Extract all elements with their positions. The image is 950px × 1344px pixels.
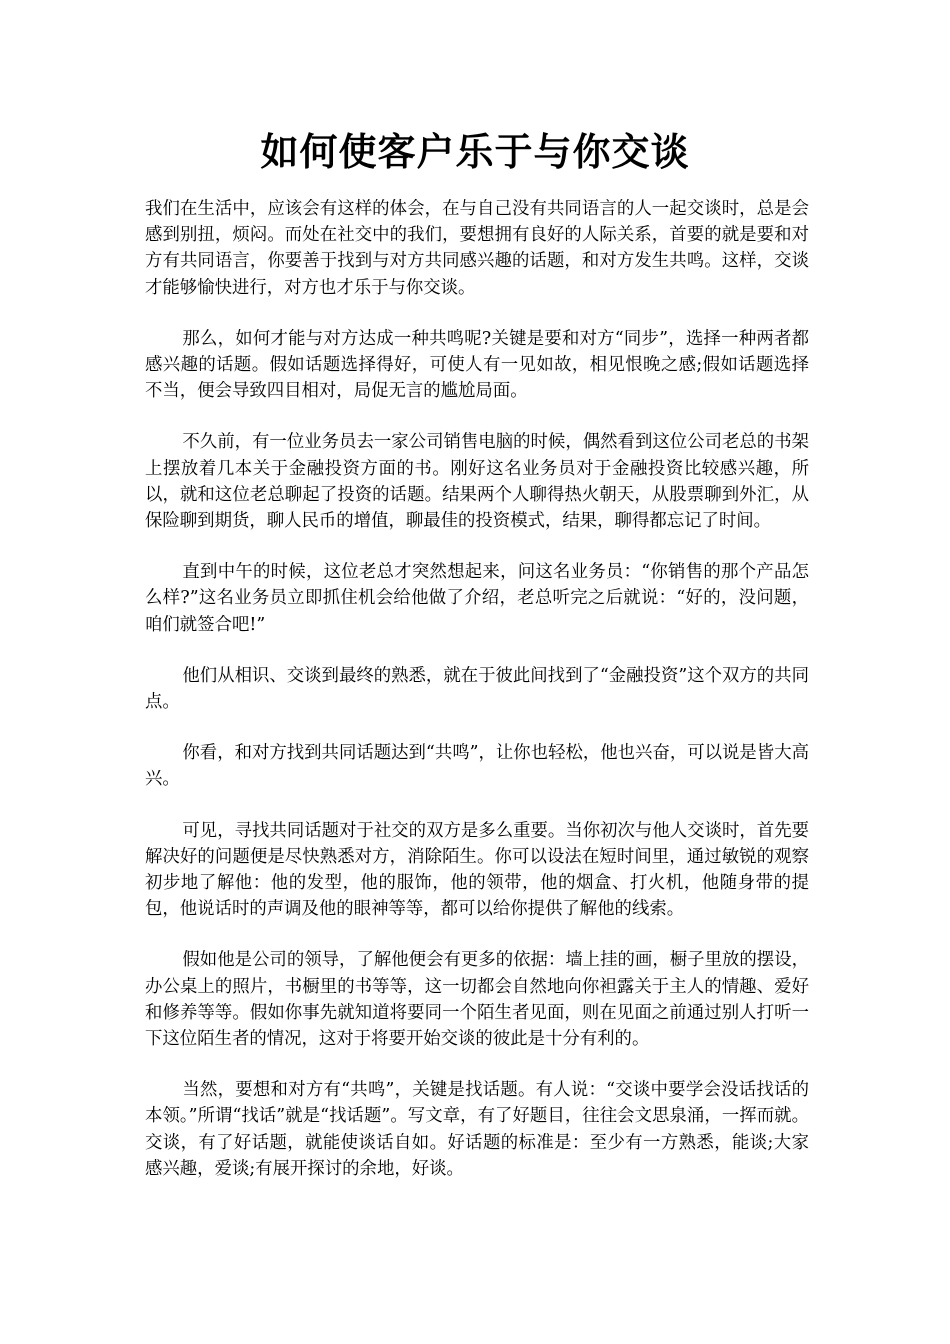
paragraph-9: 当然，要想和对方有“共鸣”，关键是找话题。有人说：“交谈中要学会没话找话的本领。”所谓“找话”就是“找话题”。写文章，有了好题目，往往会文思泉涌，一挥而就。交谈，有了好话题，就能使谈话自如。好话题的标准是：至少有一方熟悉，能谈;大家感兴趣，爱谈;有展开探讨的余地，好谈。 <box>145 1080 809 1179</box>
paragraph-2: 那么，如何才能与对方达成一种共鸣呢?关键是要和对方“同步”，选择一种两者都感兴趣的话题。假如话题选择得好，可使人有一见如故，相见恨晚之感;假如话题选择不当，便会导致四目相对，局促无言的尴尬局面。 <box>145 328 809 402</box>
paragraph-8: 假如他是公司的领导，了解他便会有更多的依据：墙上挂的画，橱子里放的摆设，办公桌上的照片，书橱里的书等等，这一切都会自然地向你袒露关于主人的情趣、爱好和修养等等。假如你事先就知道将要同一个陌生者见面，则在见面之前通过别人打听一下这位陌生者的情况，这对于将要开始交谈的彼此是十分有利的。 <box>145 950 809 1050</box>
paragraph-3: 不久前，有一位业务员去一家公司销售电脑的时候，偶然看到这位公司老总的书架上摆放着几本关于金融投资方面的书。刚好这名业务员对于金融投资比较感兴趣，所以，就和这位老总聊起了投资的话题。结果两个人聊得热火朝天，从股票聊到外汇，从保险聊到期货，聊人民币的增值，聊最佳的投资模式，结果，聊得都忘记了时间。 <box>145 432 809 532</box>
paragraph-4: 直到中午的时候，这位老总才突然想起来，问这名业务员：“你销售的那个产品怎么样?”这名业务员立即抓住机会给他做了介绍，老总听完之后就说：“好的，没问题，咱们就签合吧!” <box>145 562 809 635</box>
paragraph-5: 他们从相识、交谈到最终的熟悉，就在于彼此间找到了“金融投资”这个双方的共同点。 <box>145 665 809 713</box>
document-title: 如何使客户乐于与你交谈 <box>260 129 690 174</box>
paragraph-7: 可见，寻找共同话题对于社交的双方是多么重要。当你初次与他人交谈时，首先要解决好的问题便是尽快熟悉对方，消除陌生。你可以设法在短时间里，通过敏锐的观察初步地了解他：他的发型，他的服饰，他的领带，他的烟盒、打火机，他随身带的提包，他说话时的声调及他的眼神等等，都可以给你提供了解他的线索。 <box>145 820 809 920</box>
document-body <box>145 196 809 1207</box>
paragraph-6: 你看，和对方找到共同话题达到“共鸣”，让你也轻松，他也兴奋，可以说是皆大高兴。 <box>145 743 809 790</box>
paragraph-1: 我们在生活中，应该会有这样的体会，在与自己没有共同语言的人一起交谈时，总是会感到别扭，烦闷。而处在社交中的我们，要想拥有良好的人际关系，首要的就是要和对方有共同语言，你要善于找到与对方共同感兴趣的话题，和对方发生共鸣。这样，交谈才能够愉快进行，对方也才乐于与你交谈。 <box>145 199 809 298</box>
